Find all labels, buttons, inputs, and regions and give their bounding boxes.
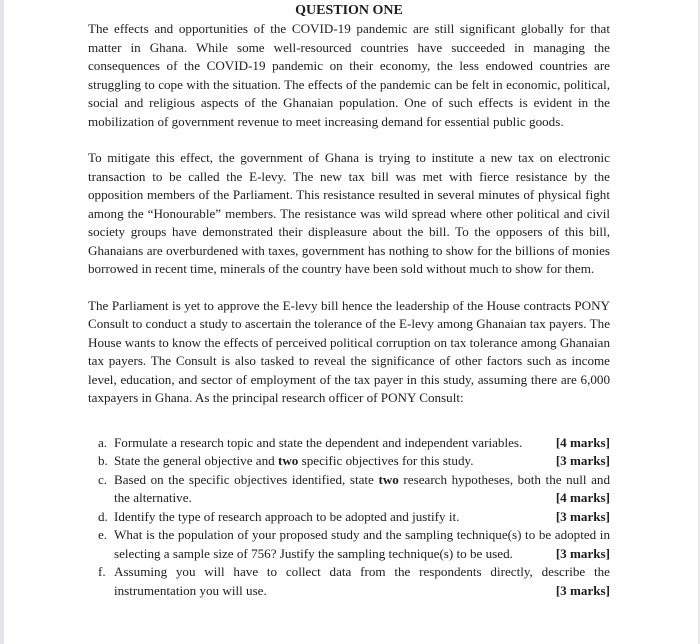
marks-label: [3 marks] xyxy=(555,453,610,468)
question-text xyxy=(114,509,459,524)
question-item-d xyxy=(88,508,610,527)
question-item-c xyxy=(88,471,610,508)
paragraph-context-covid: The effects and opportunities of the COVID-19 pandemic are still significant globally for that matter in Ghana. While some well-resourced countries have succeeded in managing the consequences of the COVID-19 pandemic on their economy, the less endowed countries are struggling to cope with the situation. The effects of the pandemic can be felt in economic, political, social and religious aspects of the Ghanaian population. One of such effects is evident in the mobilization of government revenue to meet increasing demand for essential public goods. xyxy=(88,21,610,129)
question-text xyxy=(114,527,610,561)
question-letter: c. xyxy=(98,471,108,487)
question-text-part: specific objectives for this study. xyxy=(298,453,474,468)
paragraph-pony-consult: The Parliament is yet to approve the E-levy bill hence the leadership of the House contracts PONY Consult to conduct a study to ascertain the tolerance of the E-levy among Ghanaian tax payers. The House wants to know the effects of perceived political corruption on tax tolerance among Ghanaian tax payers. The Consult is also tasked to reveal the significance of other factors such as income level, education, and sector of employment of the tax payer in this study, assuming there are 6,000 taxpayers in Ghana. As the principal research officer of PONY Consult: xyxy=(88,297,610,405)
question-text-part: State the general objective and xyxy=(114,453,278,468)
document-page xyxy=(88,2,610,600)
question-text-bold: two xyxy=(378,471,399,487)
question-text-part: Based on the specific objectives identified, state xyxy=(114,471,379,487)
marks-label: [3 marks] xyxy=(555,545,610,561)
question-letter: d. xyxy=(98,508,108,524)
question-item-f xyxy=(88,563,610,600)
marks-label: [3 marks] xyxy=(555,582,610,598)
question-item-b xyxy=(88,452,610,471)
question-title: QUESTION ONE xyxy=(295,3,403,18)
question-text xyxy=(114,472,610,506)
marks-label: [4 marks] xyxy=(555,434,610,450)
question-text-part: Formulate a research topic and state the dependent and independent variables. xyxy=(114,434,523,450)
question-letter: a. xyxy=(98,434,108,450)
question-text xyxy=(114,453,474,468)
question-list xyxy=(88,434,610,601)
question-letter: e. xyxy=(98,527,108,542)
question-text xyxy=(114,435,522,450)
question-letter: f. xyxy=(98,564,106,579)
question-text-part: Assuming you will have to collect data from the respondents directly, describe the instrumentation you will use. xyxy=(114,564,610,598)
marks-label: [3 marks] xyxy=(555,508,610,524)
question-item-e xyxy=(88,526,610,563)
question-text-part: Identify the type of research approach to be adopted and justify it. xyxy=(114,508,460,524)
paragraph-e-levy: To mitigate this effect, the government of Ghana is trying to institute a new tax on electronic transaction to be called the E-levy. The new tax bill was met with fierce resistance by the opposition members of the Parliament. This resistance resulted in several minutes of physical fight among the “Honourable” members. The resistance was wild spread where other political and civil society groups have demonstrated their displeasure about the bill. To the opposers of this bill, Ghanaians are overburdened with taxes, government has nothing to show for the billions of monies borrowed in recent time, minerals of the country have been sold without much to show for them. xyxy=(88,150,610,276)
question-text-bold: two xyxy=(277,453,299,468)
page-edge-left xyxy=(0,0,4,644)
question-item-a xyxy=(88,434,610,453)
question-text-part: What is the population of your proposed study and the sampling technique(s) to be adopted in selecting a sample size of 756? Justify the sampling technique(s) to be used. xyxy=(114,527,610,561)
marks-label: [4 marks] xyxy=(555,490,610,505)
question-text xyxy=(114,564,610,598)
question-text-part: research hypotheses, both the null and the alternative. xyxy=(114,471,611,505)
question-letter: b. xyxy=(98,453,108,468)
